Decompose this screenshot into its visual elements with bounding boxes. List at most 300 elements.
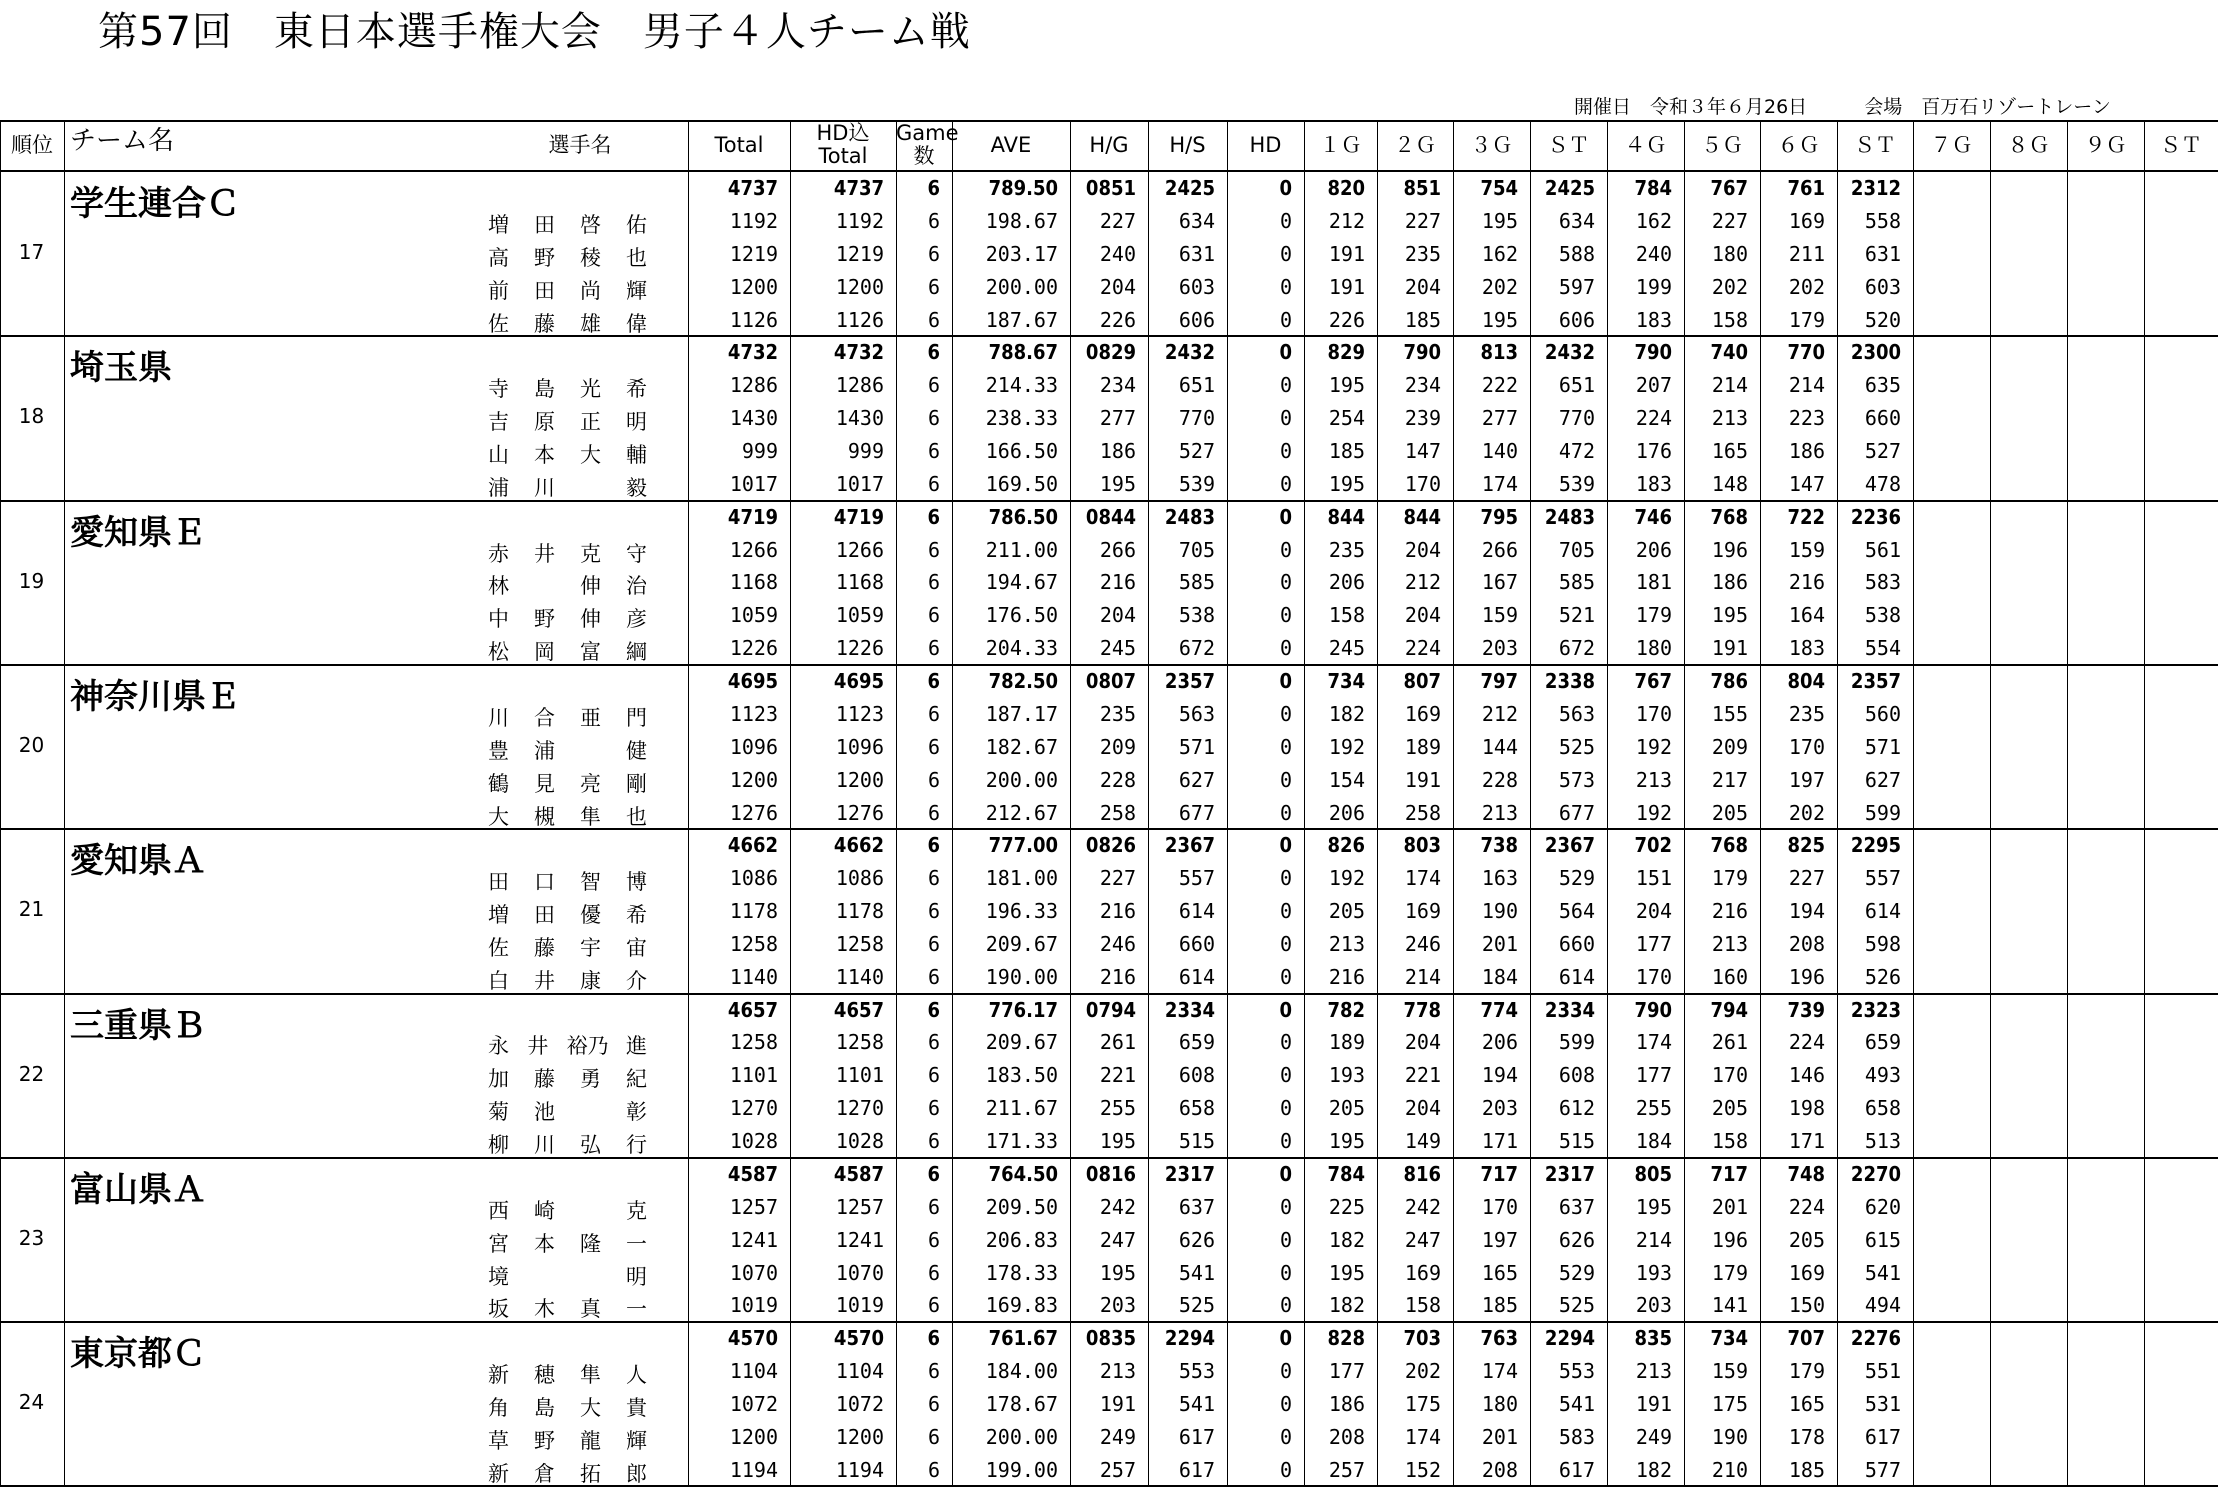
player-score-cell: 608 <box>1558 1063 1595 1088</box>
player-score-cell: 599 <box>1558 1030 1595 1055</box>
player-name-char <box>580 1261 602 1291</box>
grid-hline <box>0 828 2218 830</box>
team-summary-cell: 6 <box>927 504 940 529</box>
player-score-cell: 221 <box>1099 1063 1136 1088</box>
player-score-cell: 513 <box>1864 1129 1901 1154</box>
player-score-cell: 179 <box>1711 866 1748 891</box>
player-score-cell: 1276 <box>729 800 778 825</box>
player-name-char: 原 <box>534 410 555 435</box>
team-summary-cell: 816 <box>1403 1161 1441 1186</box>
player-score-cell: 177 <box>1328 1359 1365 1383</box>
team-summary-cell: 2483 <box>1544 504 1595 529</box>
player-score-cell: 176.50 <box>985 603 1058 628</box>
team-summary-cell: 0844 <box>1085 504 1136 529</box>
player-name-char: 岡 <box>534 640 555 665</box>
header-total: Total <box>714 133 764 157</box>
player-score-cell: 0 <box>1279 800 1292 825</box>
player-name-char: 豊 <box>488 738 509 763</box>
player-name <box>488 1261 648 1291</box>
player-name <box>488 735 648 765</box>
player-score-cell: 195 <box>1328 471 1365 496</box>
player-name-char: 綱 <box>626 640 647 665</box>
player-score-cell: 169 <box>1404 1260 1441 1285</box>
player-score-cell: 6 <box>927 208 940 233</box>
header-hd-total: HD込 <box>816 121 870 145</box>
player-name-char: 川 <box>488 705 509 730</box>
team-summary-cell: 0794 <box>1085 997 1136 1022</box>
player-score-cell: 223 <box>1788 406 1825 431</box>
grid-hline <box>0 993 2218 995</box>
player-score-cell: 182 <box>1328 1227 1365 1252</box>
player-name-char: 崎 <box>534 1198 555 1223</box>
player-name-char: 希 <box>626 903 647 927</box>
player-name-char: 明 <box>626 1264 647 1289</box>
team-summary-cell: 0 <box>1279 504 1292 529</box>
team-name: 愛知県Ａ <box>70 841 206 882</box>
player-score-cell: 1070 <box>835 1260 884 1285</box>
player-score-cell: 627 <box>1864 767 1901 792</box>
team-rank: 24 <box>18 1390 45 1415</box>
player-score-cell: 0 <box>1279 1424 1292 1449</box>
player-score-cell: 227 <box>1404 208 1441 233</box>
team-name: 学生連合Ｃ <box>70 184 240 224</box>
player-score-cell: 0 <box>1279 964 1292 989</box>
player-score-cell: 1192 <box>729 208 778 233</box>
player-score-cell: 184 <box>1481 964 1518 989</box>
player-score-cell: 180 <box>1711 241 1748 266</box>
player-score-cell: 202 <box>1788 800 1825 825</box>
player-score-cell: 6 <box>927 964 940 989</box>
player-score-cell: 1270 <box>729 1096 778 1121</box>
player-score-cell: 1140 <box>729 964 778 989</box>
team-summary-cell: 777.00 <box>988 833 1058 858</box>
player-score-cell: 999 <box>847 439 884 463</box>
team-summary-cell: 4719 <box>727 504 778 529</box>
player-name-char: 介 <box>626 968 647 993</box>
player-score-cell: 204.33 <box>985 636 1058 661</box>
player-name-char: 貴 <box>626 1395 647 1420</box>
team-summary-cell: 4732 <box>727 340 778 365</box>
player-score-cell: 1019 <box>835 1293 884 1318</box>
player-score-cell: 614 <box>1178 964 1215 989</box>
player-name <box>488 1195 648 1225</box>
player-name-char: 浦 <box>488 475 509 500</box>
player-score-cell: 213 <box>1481 800 1518 825</box>
player-score-cell: 0 <box>1279 899 1292 923</box>
player-score-cell: 770 <box>1558 406 1595 431</box>
header-g6: ６Ｇ <box>1777 133 1820 157</box>
grid-vline <box>2144 120 2145 1485</box>
player-score-cell: 254 <box>1328 406 1365 431</box>
player-score-cell: 564 <box>1558 899 1595 923</box>
player-name-char: 松 <box>488 640 509 665</box>
grid-hline <box>0 664 2218 666</box>
player-score-cell: 1019 <box>729 1293 778 1318</box>
team-summary-cell: 2338 <box>1544 668 1595 693</box>
team-name: 神奈川県Ｅ <box>70 676 240 717</box>
player-score-cell: 192 <box>1328 734 1365 759</box>
player-score-cell: 195 <box>1099 1129 1136 1154</box>
player-score-cell: 606 <box>1178 307 1215 332</box>
player-name-char: 宙 <box>626 935 647 960</box>
player-score-cell: 558 <box>1864 208 1901 233</box>
player-name-char: 伸 <box>580 607 601 632</box>
player-name-char: 野 <box>534 245 555 270</box>
player-score-cell: 171 <box>1788 1129 1825 1154</box>
player-score-cell: 6 <box>927 701 940 726</box>
player-score-cell: 189 <box>1404 734 1441 759</box>
team-summary-cell: 4719 <box>833 504 884 529</box>
player-score-cell: 6 <box>927 241 940 266</box>
player-score-cell: 1086 <box>729 866 778 891</box>
player-score-cell: 225 <box>1328 1194 1365 1219</box>
player-score-cell: 0 <box>1279 274 1292 299</box>
header-g9: ９Ｇ <box>2084 133 2127 157</box>
player-score-cell: 0 <box>1279 1260 1292 1285</box>
player-name <box>488 801 648 831</box>
player-name-char: 大 <box>580 443 601 467</box>
header-st2: ＳＴ <box>1854 133 1896 157</box>
team-summary-cell: 2270 <box>1850 1161 1901 1186</box>
player-score-cell: 194.67 <box>985 570 1058 595</box>
player-score-cell: 1104 <box>729 1359 778 1383</box>
player-score-cell: 651 <box>1558 373 1595 398</box>
player-score-cell: 0 <box>1279 570 1292 595</box>
player-score-cell: 150 <box>1788 1293 1825 1318</box>
player-score-cell: 0 <box>1279 931 1292 956</box>
player-score-cell: 203 <box>1481 636 1518 661</box>
player-score-cell: 148 <box>1711 471 1748 496</box>
player-score-cell: 184.00 <box>985 1359 1058 1383</box>
player-name-char: 康 <box>580 968 601 993</box>
player-score-cell: 1200 <box>835 274 884 299</box>
team-name: 埼玉県 <box>70 348 172 389</box>
player-name <box>488 209 648 239</box>
player-name-char: 境 <box>488 1264 509 1289</box>
player-score-cell: 6 <box>927 1227 940 1252</box>
player-score-cell: 166.50 <box>985 439 1058 463</box>
player-name-char: 大 <box>488 804 509 829</box>
team-summary-cell: 4662 <box>833 833 884 858</box>
header-g1: １Ｇ <box>1319 133 1362 157</box>
team-summary-cell: 784 <box>1327 1161 1365 1186</box>
player-score-cell: 0 <box>1279 1030 1292 1055</box>
player-score-cell: 206.83 <box>985 1227 1058 1252</box>
player-score-cell: 167 <box>1481 570 1518 595</box>
player-score-cell: 705 <box>1558 537 1595 562</box>
player-score-cell: 617 <box>1558 1457 1595 1482</box>
player-name-char: 佑 <box>626 212 647 237</box>
player-score-cell: 214 <box>1404 964 1441 989</box>
team-summary-cell: 0 <box>1279 997 1292 1022</box>
team-summary-cell: 4737 <box>727 176 778 200</box>
player-score-cell: 634 <box>1178 208 1215 233</box>
player-score-cell: 0 <box>1279 1391 1292 1416</box>
team-summary-cell: 813 <box>1480 340 1518 365</box>
player-name-char: 亮 <box>580 771 601 796</box>
team-summary-cell: 2276 <box>1850 1326 1901 1351</box>
player-name-char: 明 <box>626 410 647 435</box>
player-score-cell: 152 <box>1404 1457 1441 1482</box>
player-score-cell: 583 <box>1558 1424 1595 1449</box>
player-score-cell: 199 <box>1635 274 1672 299</box>
player-score-cell: 659 <box>1864 1030 1901 1055</box>
team-summary-cell: 844 <box>1327 504 1365 529</box>
player-name-char: 博 <box>626 870 647 895</box>
player-score-cell: 187.67 <box>985 307 1058 332</box>
team-summary-cell: 790 <box>1634 997 1672 1022</box>
player-score-cell: 637 <box>1178 1194 1215 1219</box>
player-score-cell: 181 <box>1635 570 1672 595</box>
player-score-cell: 531 <box>1864 1391 1901 1416</box>
player-score-cell: 209.67 <box>985 1030 1058 1055</box>
player-score-cell: 221 <box>1404 1063 1441 1088</box>
player-name-char: 新 <box>488 1461 509 1486</box>
player-score-cell: 245 <box>1328 636 1365 661</box>
player-score-cell: 154 <box>1328 767 1365 792</box>
player-score-cell: 571 <box>1864 734 1901 759</box>
team-summary-cell: 794 <box>1710 997 1748 1022</box>
player-name-char: 田 <box>534 278 555 303</box>
player-score-cell: 6 <box>927 439 940 463</box>
player-name-char: 智 <box>580 870 601 895</box>
player-name-char: 偉 <box>626 311 647 336</box>
team-summary-cell: 776.17 <box>988 997 1058 1022</box>
team-summary-cell: 2334 <box>1544 997 1595 1022</box>
player-score-cell: 195 <box>1711 603 1748 628</box>
player-score-cell: 185 <box>1328 439 1365 463</box>
player-score-cell: 190.00 <box>985 964 1058 989</box>
player-score-cell: 205 <box>1328 1096 1365 1121</box>
player-score-cell: 541 <box>1178 1260 1215 1285</box>
team-summary-cell: 835 <box>1634 1326 1672 1351</box>
player-score-cell: 277 <box>1481 406 1518 431</box>
player-score-cell: 1072 <box>729 1391 778 1416</box>
team-summary-cell: 2357 <box>1164 668 1215 693</box>
player-score-cell: 214 <box>1635 1227 1672 1252</box>
player-name <box>488 308 648 338</box>
header-st3: ＳＴ <box>2160 133 2202 157</box>
player-score-cell: 6 <box>927 1457 940 1482</box>
player-score-cell: 227 <box>1099 866 1136 891</box>
player-score-cell: 1200 <box>835 767 884 792</box>
player-score-cell: 191 <box>1099 1391 1136 1416</box>
team-summary-cell: 789.50 <box>988 176 1058 200</box>
player-name-char: 槻 <box>534 804 555 829</box>
player-score-cell: 6 <box>927 603 940 628</box>
player-name-char: 西 <box>488 1198 509 1223</box>
player-name-char: 川 <box>534 475 555 500</box>
team-summary-cell: 2367 <box>1164 833 1215 858</box>
player-score-cell: 170 <box>1404 471 1441 496</box>
player-score-cell: 159 <box>1788 537 1825 562</box>
player-score-cell: 258 <box>1099 800 1136 825</box>
player-score-cell: 179 <box>1711 1260 1748 1285</box>
player-name-char: 克 <box>580 541 601 566</box>
team-summary-cell: 825 <box>1787 833 1825 858</box>
player-name-char: 守 <box>626 541 647 566</box>
player-name-char: 裕乃 <box>566 1034 609 1059</box>
player-score-cell: 472 <box>1558 439 1595 463</box>
player-name-char: 新 <box>488 1363 509 1387</box>
player-score-cell: 204 <box>1404 1030 1441 1055</box>
player-score-cell: 603 <box>1178 274 1215 299</box>
player-score-cell: 494 <box>1864 1293 1901 1318</box>
player-score-cell: 527 <box>1864 439 1901 463</box>
player-score-cell: 158 <box>1711 1129 1748 1154</box>
player-score-cell: 6 <box>927 1129 940 1154</box>
player-score-cell: 213 <box>1711 406 1748 431</box>
player-score-cell: 249 <box>1635 1424 1672 1449</box>
player-score-cell: 196 <box>1711 1227 1748 1252</box>
player-score-cell: 249 <box>1099 1424 1136 1449</box>
player-score-cell: 196 <box>1788 964 1825 989</box>
player-name <box>488 538 648 568</box>
player-score-cell: 1178 <box>835 899 884 923</box>
team-summary-cell: 717 <box>1480 1161 1518 1186</box>
player-score-cell: 0 <box>1279 866 1292 891</box>
player-name-char <box>534 1261 556 1291</box>
player-score-cell: 158 <box>1404 1293 1441 1318</box>
player-name-char: 高 <box>488 245 509 270</box>
player-score-cell: 227 <box>1711 208 1748 233</box>
player-score-cell: 214 <box>1788 373 1825 398</box>
player-score-cell: 177 <box>1635 931 1672 956</box>
player-score-cell: 195 <box>1328 373 1365 398</box>
player-score-cell: 1257 <box>729 1194 778 1219</box>
player-score-cell: 206 <box>1635 537 1672 562</box>
player-score-cell: 199.00 <box>985 1457 1058 1482</box>
player-score-cell: 170 <box>1635 964 1672 989</box>
player-score-cell: 202 <box>1711 274 1748 299</box>
player-score-cell: 197 <box>1788 767 1825 792</box>
player-name-char: 克 <box>626 1198 647 1223</box>
player-score-cell: 561 <box>1864 537 1901 562</box>
player-score-cell: 206 <box>1481 1030 1518 1055</box>
player-score-cell: 213 <box>1328 931 1365 956</box>
player-score-cell: 235 <box>1404 241 1441 266</box>
player-name <box>488 899 648 929</box>
player-score-cell: 6 <box>927 1424 940 1449</box>
player-score-cell: 174 <box>1635 1030 1672 1055</box>
player-name-char: 口 <box>534 870 555 895</box>
player-score-cell: 1241 <box>835 1227 884 1252</box>
player-score-cell: 257 <box>1328 1457 1365 1482</box>
player-score-cell: 525 <box>1178 1293 1215 1318</box>
player-name-char: 人 <box>626 1363 647 1387</box>
player-score-cell: 626 <box>1558 1227 1595 1252</box>
team-summary-cell: 0829 <box>1085 340 1136 365</box>
team-summary-cell: 6 <box>927 1326 940 1351</box>
player-name-char: 隼 <box>580 1363 601 1387</box>
grid-hline <box>0 1321 2218 1323</box>
player-score-cell: 216 <box>1099 899 1136 923</box>
player-score-cell: 186 <box>1711 570 1748 595</box>
player-score-cell: 159 <box>1481 603 1518 628</box>
player-score-cell: 6 <box>927 734 940 759</box>
player-name-char: 田 <box>534 212 555 237</box>
player-score-cell: 563 <box>1178 701 1215 726</box>
team-summary-cell: 782.50 <box>988 668 1058 693</box>
player-score-cell: 266 <box>1481 537 1518 562</box>
team-summary-cell: 763 <box>1480 1326 1518 1351</box>
team-summary-cell: 740 <box>1710 340 1748 365</box>
player-score-cell: 603 <box>1864 274 1901 299</box>
player-score-cell: 246 <box>1099 931 1136 956</box>
player-score-cell: 553 <box>1558 1359 1595 1383</box>
player-score-cell: 525 <box>1558 1293 1595 1318</box>
player-score-cell: 141 <box>1711 1293 1748 1318</box>
player-score-cell: 770 <box>1178 406 1215 431</box>
player-name-char: 合 <box>534 705 555 730</box>
grid-vline <box>952 120 953 1485</box>
header-rank: 順位 <box>11 133 53 157</box>
team-summary-cell: 717 <box>1710 1161 1748 1186</box>
player-score-cell: 178 <box>1788 1424 1825 1449</box>
player-score-cell: 1241 <box>729 1227 778 1252</box>
player-name-char: 拓 <box>580 1461 601 1486</box>
player-name-char: 鶴 <box>488 771 509 796</box>
player-score-cell: 207 <box>1635 373 1672 398</box>
player-name <box>488 439 648 469</box>
team-summary-cell: 6 <box>927 668 940 693</box>
player-score-cell: 1140 <box>835 964 884 989</box>
player-score-cell: 169 <box>1788 1260 1825 1285</box>
player-name-char: 彦 <box>626 607 647 632</box>
player-score-cell: 180 <box>1481 1391 1518 1416</box>
player-score-cell: 1266 <box>729 537 778 562</box>
player-score-cell: 0 <box>1279 537 1292 562</box>
player-score-cell: 228 <box>1099 767 1136 792</box>
player-score-cell: 169 <box>1404 899 1441 923</box>
player-score-cell: 186 <box>1788 439 1825 463</box>
player-score-cell: 599 <box>1864 800 1901 825</box>
player-name-char: 啓 <box>580 212 601 237</box>
player-name-char: 井 <box>534 541 555 566</box>
player-name-char <box>580 735 602 765</box>
team-summary-cell: 0 <box>1279 833 1292 858</box>
player-name-char: 輔 <box>626 443 647 467</box>
grid-vline <box>1913 120 1914 1485</box>
player-score-cell: 0 <box>1279 636 1292 661</box>
player-score-cell: 620 <box>1864 1194 1901 1219</box>
player-score-cell: 1200 <box>729 274 778 299</box>
team-summary-cell: 767 <box>1634 668 1672 693</box>
team-summary-cell: 4570 <box>727 1326 778 1351</box>
player-name-char: 大 <box>580 1395 601 1420</box>
player-name-char: 赤 <box>488 541 509 566</box>
player-score-cell: 234 <box>1099 373 1136 398</box>
player-name-char: 藤 <box>534 935 555 960</box>
player-score-cell: 1086 <box>835 866 884 891</box>
player-name-char: 健 <box>626 738 647 763</box>
player-name-char: 治 <box>626 574 647 599</box>
player-name-char <box>580 1195 602 1225</box>
player-score-cell: 179 <box>1788 1359 1825 1383</box>
team-summary-cell: 4737 <box>833 176 884 200</box>
player-name <box>488 866 648 896</box>
player-score-cell: 208 <box>1328 1424 1365 1449</box>
player-score-cell: 216 <box>1099 570 1136 595</box>
player-score-cell: 212 <box>1404 570 1441 595</box>
player-score-cell: 557 <box>1864 866 1901 891</box>
player-score-cell: 1059 <box>729 603 778 628</box>
player-score-cell: 0 <box>1279 701 1292 726</box>
player-score-cell: 185 <box>1404 307 1441 332</box>
player-score-cell: 162 <box>1635 208 1672 233</box>
team-summary-cell: 828 <box>1327 1326 1365 1351</box>
player-score-cell: 209 <box>1711 734 1748 759</box>
